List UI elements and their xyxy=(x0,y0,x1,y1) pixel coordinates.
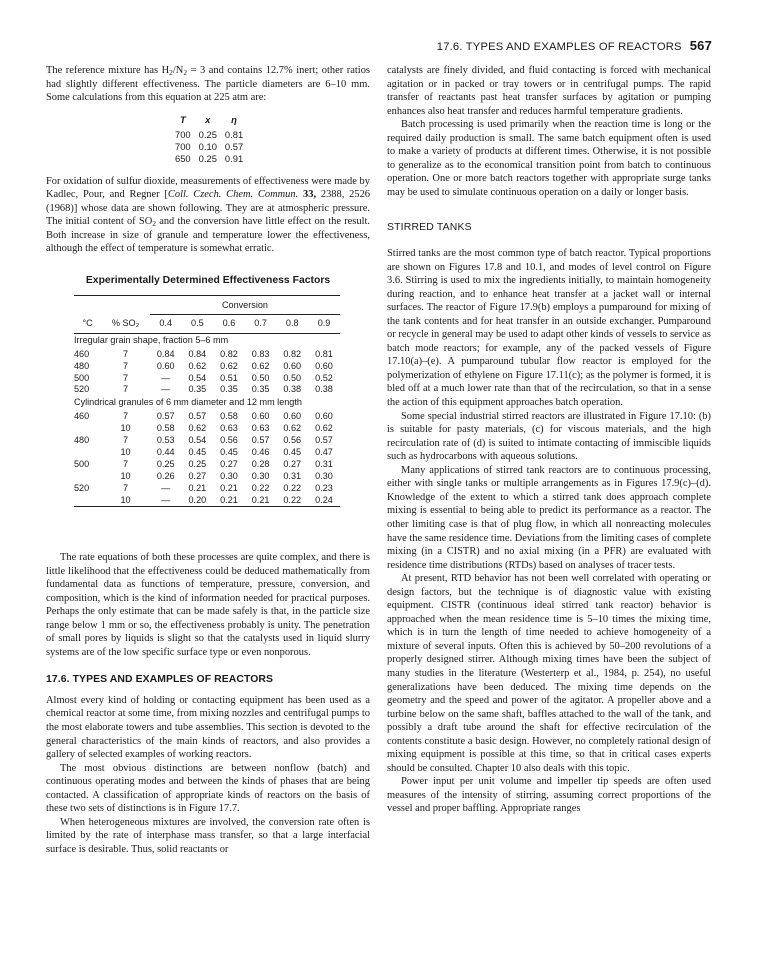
table-cell: 7 xyxy=(122,384,129,395)
table-cell: 0.56 xyxy=(283,435,302,446)
table-cell: 0.31 xyxy=(315,458,333,469)
table-cell: 0.20 xyxy=(188,494,207,505)
table-cell: 0.22 xyxy=(251,482,270,493)
right-paragraph-6: At present, RTD behavior has not been well correlated with operating or design factors, but the technique is of diagnostic value with existing equipment. CISTR (continuous ideal stirred tank reactor) behavior is approached when the mean residence time is 5–10 times the mixing time, which is in turn the length of time needed to achieve homogeneity of a mixture of several inputs. Often this is achieved by 50–200 revolutions of a properly designed stirrer. Although mixing times have been the subject of many studies in the literature (Westerterp et al., 1984, p. 254), no useful generalizations have been deduced. The mixing time depends on the geometry and the speed and power of the agitator. A propeller above and a turbine below on the same shaft, baffles attached to the wall of the tank, and possibly a draft tube around the shaft for effective recirculation of the contents constitute a basic design. However, no completely rational design of mixing equipment is possible at this time, so that in critical cases experts should be consulted. Chapter 10 also deals with this topic. xyxy=(387,573,711,774)
left-paragraph-3: The rate equations of both these processes are quite complex, and there is little likelihood that the effectiveness could be deduced mathematically from fundamental data as functions of temperature, pressure, conversion, and composition, which is the kind of information needed for practical purposes. Perhaps the only estimate that can be made safely is that, in the particle size range below 1 mm or so, the effectiveness probably is unity. The penetration of small pores by liquids is slight so that the catalysts used in liquid slurry systems are of the low specific surface type or even nonporous. xyxy=(46,551,370,658)
subscript: 2 xyxy=(152,219,156,229)
page-number: 567 xyxy=(689,38,712,53)
table-cell: 0.62 xyxy=(188,423,207,434)
table-row xyxy=(74,349,340,361)
table-cell: 0.38 xyxy=(283,384,302,395)
table-cell: 0.54 xyxy=(188,435,207,446)
table-cell: 700 xyxy=(175,128,191,140)
table-cell: 0.81 xyxy=(224,128,244,140)
table-cell: — xyxy=(161,384,171,395)
subscript: 2 xyxy=(183,68,188,77)
table-row xyxy=(74,471,340,483)
table-cell: 0.60 xyxy=(156,360,175,371)
table-cell: 7 xyxy=(122,458,129,469)
table-cell xyxy=(74,423,101,435)
table-cell: 0.57 xyxy=(188,411,207,422)
left-paragraph-2 xyxy=(46,175,370,256)
group-label-row xyxy=(74,333,340,348)
stirred-tanks-heading: STIRRED TANKS xyxy=(387,222,472,234)
table-cell: 0.22 xyxy=(283,482,302,493)
table-body xyxy=(171,129,247,165)
table-cell: 0.53 xyxy=(156,435,175,446)
table-cell: 0.62 xyxy=(283,423,302,434)
column-header: °C xyxy=(74,314,101,333)
text-run: and the conversion have little effect on the result. Both increase in size of granule and temperature lower the effectiveness, although the effect of temperature is somewhat erratic. xyxy=(46,216,370,255)
table-cell: 0.44 xyxy=(156,446,175,457)
table-cell: 0.91 xyxy=(224,152,244,164)
table-cell: 0.21 xyxy=(188,482,207,493)
table-cell: 480 xyxy=(74,360,90,371)
table-cell: 0.81 xyxy=(315,348,333,359)
table-cell: 0.45 xyxy=(283,446,302,457)
group-label-row xyxy=(74,396,340,411)
table-cell: 0.57 xyxy=(224,140,244,152)
text-run: /N xyxy=(172,65,184,76)
table-row xyxy=(171,153,247,165)
table-cell: 480 xyxy=(74,435,90,446)
table-cell: 0.27 xyxy=(188,470,207,481)
table-cell: 7 xyxy=(122,360,129,371)
table-cell: 0.47 xyxy=(315,446,333,457)
column-header: 0.9 xyxy=(308,314,340,333)
table-cell: 0.58 xyxy=(156,423,175,434)
table-cell: 0.45 xyxy=(220,446,238,457)
table-cell: 7 xyxy=(122,435,129,446)
table-cell: 0.82 xyxy=(283,348,302,359)
table-row xyxy=(74,459,340,471)
column-header: 0.8 xyxy=(276,314,308,333)
column-header: % SO₂ xyxy=(101,314,150,333)
right-column xyxy=(387,64,711,816)
table-cell: 0.45 xyxy=(188,446,207,457)
table-header-x: x xyxy=(205,113,211,125)
table-cell: 0.62 xyxy=(220,360,238,371)
text-run: 2388, 2526 (1968)] whose data are shown following. They are at atmospheric pressure. The initial content of SO xyxy=(46,189,371,228)
table-cell: 0.25 xyxy=(188,458,207,469)
volume-number: 33, xyxy=(298,189,317,201)
table-cell: 7 xyxy=(122,348,129,359)
table-cell xyxy=(74,495,101,507)
table-cell: 520 xyxy=(74,384,90,395)
table-cell: 0.84 xyxy=(156,348,175,359)
table-cell: 0.63 xyxy=(220,423,238,434)
text-run: For oxidation of sulfur dioxide, measurements of effectiveness were made by Kadlec, Pour, and Regner [ xyxy=(46,175,370,201)
section-heading: 17.6. TYPES AND EXAMPLES OF REACTORS xyxy=(46,674,274,686)
left-paragraph-4: Almost every kind of holding or contacting equipment has been used as a chemical reactor at some time, from mixing nozzles and centrifugal pumps to the most elaborate towers and tube assemblies. This section is devoted to the general characteristics of the main kinds of reactors, and also provides a gallery of selected examples of working reactors. xyxy=(46,694,370,761)
table-cell: 650 xyxy=(175,152,191,164)
table-cell: 0.60 xyxy=(251,411,270,422)
table-row xyxy=(171,129,247,141)
table-cell: 0.62 xyxy=(188,360,207,371)
group-label: Cylindrical granules of 6 mm diameter and 12 mm length xyxy=(74,397,302,408)
table-cell: 0.56 xyxy=(220,435,238,446)
table-row xyxy=(74,361,340,373)
table-cell: 0.50 xyxy=(283,372,302,383)
table-cell: 0.57 xyxy=(156,411,175,422)
column-header: 0.4 xyxy=(150,314,182,333)
right-paragraph-1: catalysts are finely divided, and fluid contacting is forced with mechanical agitation or in packed or tray towers or in centrifugal pumps. The rapid transfer of reactants past heat transfer surfaces by agitation or pumping enhances also heat transfer and reduces harmful temperature gradients. xyxy=(387,65,711,117)
table-cell: 0.35 xyxy=(188,384,207,395)
column-header: 0.7 xyxy=(245,314,277,333)
table-cell xyxy=(74,447,101,459)
table-cell: 0.25 xyxy=(198,152,217,164)
table-cell: 0.50 xyxy=(251,372,270,383)
running-header xyxy=(437,38,712,53)
table-cell: 500 xyxy=(74,372,90,383)
table-cell: 0.83 xyxy=(251,348,270,359)
table-row xyxy=(74,373,340,385)
column-header: 0.5 xyxy=(182,314,214,333)
table-cell: 0.35 xyxy=(251,384,270,395)
journal-title: Coll. Czech. Chem. Commun. xyxy=(167,189,299,201)
table-row xyxy=(74,384,340,396)
group-label: Irregular grain shape, fraction 5–6 mm xyxy=(74,334,229,345)
table-cell: 0.54 xyxy=(188,372,207,383)
table-cell: 0.25 xyxy=(156,458,175,469)
table-cell: 0.35 xyxy=(220,384,238,395)
table-cell xyxy=(74,471,101,483)
table-cell: 700 xyxy=(175,140,191,152)
table-cell: 0.24 xyxy=(315,494,333,505)
table-cell: 0.25 xyxy=(198,128,217,140)
table-cell: 0.82 xyxy=(220,348,238,359)
table-cell: 0.60 xyxy=(283,411,302,422)
text-run: = 3 and contains 12.7% inert; other ratios had slightly different effectiveness. The particle diameters are 6–10 mm. Some calculations from this equation at 225 atm are: xyxy=(46,65,370,104)
table-cell: 0.57 xyxy=(251,435,270,446)
table-cell: 0.60 xyxy=(283,360,302,371)
table-cell: 0.60 xyxy=(315,360,333,371)
table-cell: 0.22 xyxy=(283,494,302,505)
table-cell: 0.28 xyxy=(251,458,270,469)
table-cell: 0.30 xyxy=(315,470,333,481)
table-cell: 0.62 xyxy=(315,423,333,434)
table-cell: 0.31 xyxy=(283,470,302,481)
table-cell: 460 xyxy=(74,411,90,422)
left-paragraph-1 xyxy=(46,64,370,105)
table-cell: — xyxy=(161,482,171,493)
table-cell: 0.30 xyxy=(220,470,238,481)
table-cell: 0.58 xyxy=(220,411,238,422)
table-cell: 0.27 xyxy=(283,458,302,469)
table-row xyxy=(74,447,340,459)
table-header-eta: η xyxy=(231,113,237,125)
table-cell: 7 xyxy=(122,411,129,422)
table-cell: 0.46 xyxy=(251,446,270,457)
right-paragraph-4: Some special industrial stirred reactors are illustrated in Figure 17.10: (b) is suitable for pasty materials, (c) for viscous materials, and the high recirculation rate of (d) is suited to intimate contacting of immiscible liquids such as hydrocarbons with aqueous solutions. xyxy=(387,410,711,463)
table-cell: 10 xyxy=(120,470,131,481)
table-cell: 0.84 xyxy=(188,348,207,359)
table-cell: 460 xyxy=(74,348,90,359)
table-cell: — xyxy=(161,372,171,383)
table-cell: 0.63 xyxy=(251,423,270,434)
table-cell: 0.26 xyxy=(156,470,175,481)
table-cell: 0.52 xyxy=(315,372,333,383)
table-cell: 0.60 xyxy=(315,411,333,422)
left-paragraph-5: The most obvious distinctions are between nonflow (batch) and continuous operating modes and between the kinds of phases that are being contacted. A classification of appropriate kinds of reactors on the basis of these two sets of distinctions is in Figure 17.7. xyxy=(46,762,370,815)
table-cell: 520 xyxy=(74,482,90,493)
table-cell: 10 xyxy=(120,494,131,505)
effectiveness-table xyxy=(74,295,340,509)
right-paragraph-7: Power input per unit volume and impeller tip speeds are often used measures of the intensity of stirring, assuming correct proportions of the vessel and proper baffling. Appropriate ranges xyxy=(387,776,711,815)
table-cell: 0.27 xyxy=(220,458,238,469)
table-cell: 0.30 xyxy=(251,470,270,481)
table-cell: 0.38 xyxy=(315,384,333,395)
table-cell: 0.21 xyxy=(220,482,238,493)
table-cell: 10 xyxy=(120,446,131,457)
reaction-data-table xyxy=(171,111,247,165)
conversion-header: Conversion xyxy=(150,300,340,314)
table-row xyxy=(171,141,247,153)
left-paragraph-6: When heterogeneous mixtures are involved, the conversion rate often is limited by the rate of interphase mass transfer, so that a large interfacial surface is desirable. Thus, solid reactants or xyxy=(46,816,370,855)
table-row xyxy=(74,423,340,435)
table-cell: 0.23 xyxy=(315,482,333,493)
table-row xyxy=(74,435,340,447)
right-paragraph-3: Stirred tanks are the most common type of batch reactor. Typical proportions are shown on Figures 17.8 and 10.1, and modes of level control on Figure 3.6. Stirring is used to mix the ingredients initially, to maintain homogeneity during reaction, and to enhance heat transfer at a jacket wall or internal surfaces. The reactor of Figure 17.9(b) employs a pumparound for mixing of the tank contents and for heat transfer in an outside exchanger. Pumparound or recycle in general may be used to adapt other kinds of vessels to service as batch mode reactors; for example, any of the packed vessels of Figure 17.10(a)–(e). A pumparound tubular flow reactor is employed for the polymerization of ethylene on Figure 17.11(c); as the polymer is formed, it is bled off at a much lower rate than that of the recirculation, so that in a sense the action of this equipment approaches batch operation. xyxy=(387,248,711,409)
table-cell: 0.62 xyxy=(251,360,270,371)
table-cell: 0.21 xyxy=(220,494,238,505)
table-header-t: T xyxy=(179,113,186,125)
table-cell: 7 xyxy=(122,482,129,493)
running-head-text: 17.6. TYPES AND EXAMPLES OF REACTORS xyxy=(436,41,682,53)
table-cell: 0.21 xyxy=(251,494,270,505)
effectiveness-table-title: Experimentally Determined Effectiveness Factors xyxy=(85,274,331,286)
table-cell: 0.10 xyxy=(198,140,217,152)
table-cell: — xyxy=(161,494,171,505)
table-cell: 500 xyxy=(74,458,90,469)
column-header: 0.6 xyxy=(213,314,245,333)
table-cell: 0.57 xyxy=(315,435,333,446)
right-paragraph-5: Many applications of stirred tank reactors are to continuous processing, either with single tanks or multiple arrangements as in Figures 17.9(c)–(d). Knowledge of the extent to which a stirred tank does approach complete mixing is essential to being able to predict its performance as a reactor. The other limiting case is that of plug flow, in which all nonreacting molecules have the same residence time. Deviations from the limiting cases of complete mixing (in a CISTR) and no axial mixing (in a PFR) are evaluated with residence time distributions (RTDs) based on analyses of tracer tests. xyxy=(387,464,711,571)
table-row xyxy=(74,411,340,423)
table-cell: 10 xyxy=(120,423,131,434)
table-cell: 0.51 xyxy=(220,372,238,383)
table-row xyxy=(74,495,340,507)
table-cell: 7 xyxy=(122,372,129,383)
text-run: The reference mixture has H xyxy=(46,65,170,76)
left-column xyxy=(46,64,370,856)
subscript: 2 xyxy=(169,68,173,77)
table-row xyxy=(74,483,340,495)
right-paragraph-2: Batch processing is used primarily when the reaction time is long or the required daily production is small. The same batch equipment often is used to make a variety of products at different times. Otherwise, it is not possible to generalize as to the economical transition point from batch to continuous operation. One or more batch reactors together with appropriate surge tanks may be used to simulate continuous operation on a daily or longer basis. xyxy=(387,119,711,198)
